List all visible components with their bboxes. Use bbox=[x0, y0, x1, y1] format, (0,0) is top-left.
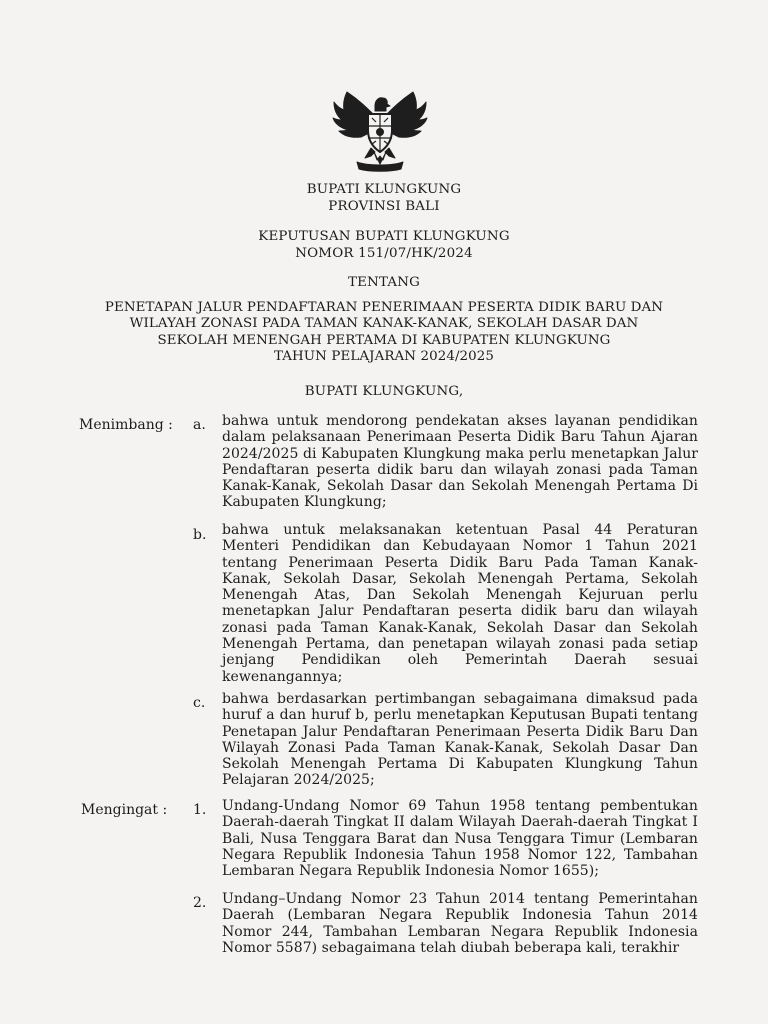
authority-line: BUPATI KLUNGKUNG, bbox=[304, 384, 464, 399]
item-marker: c. bbox=[193, 695, 206, 711]
decree-subject bbox=[60, 300, 708, 365]
decree-number: NOMOR 151/07/HK/2024 bbox=[295, 246, 473, 261]
subject-line: PENETAPAN JALUR PENDAFTARAN PENERIMAAN PESERTA DIDIK BARU DAN bbox=[104, 300, 664, 315]
menimbang-item-b: bahwa untuk melaksanakan ketentuan Pasal 44 Peraturan Menteri Pendidikan dan Kebudayaan Nomor 1 Tahun 2021 tentang Penerimaan Peserta Didik Baru Pada Taman Kanak-Kanak, Sekolah Dasar, Sekolah Menengah Pertama, Sekolah Menengah Atas, Dan Sekolah Menengah Kejuruan perlu menetapkan Jalur Pendaftaran peserta didik baru dan wilayah zonasi pada Taman Kanak-Kanak, Sekolah Dasar dan Sekolah Menengah Pertama, dan penetapan wilayah zonasi pada setiap jenjang Pendidikan oleh Pemerintah Daerah sesuai kewenangannya; bbox=[222, 522, 698, 685]
mengingat-item-1: Undang-Undang Nomor 69 Tahun 1958 tentang pembentukan Daerah-daerah Tingkat II dalam Wilayah Daerah-daerah Tingkat I Bali, Nusa Tenggara Barat dan Nusa Tenggara Timur (Lembaran Negara Republik Indonesia Tahun 1958 Nomor 122, Tambahan Lembaran Negara Republik Indonesia Nomor 1655); bbox=[222, 798, 698, 880]
item-marker: a. bbox=[193, 417, 206, 433]
menimbang-item-a: bahwa untuk mendorong pendekatan akses layanan pendidikan dalam pelaksanaan Penerimaan Peserta Didik Baru Tahun Ajaran 2024/2025 di Kabupaten Klungkung maka perlu menetapkan Jalur Pendaftaran peserta didik baru dan wilayah zonasi pada Taman Kanak-Kanak, Sekolah Dasar dan Sekolah Menengah Pertama Di Kabupaten Klungkung; bbox=[222, 413, 698, 511]
mengingat-label: Mengingat : bbox=[81, 802, 168, 818]
item-marker: 1. bbox=[193, 802, 207, 818]
menimbang-item-c: bahwa berdasarkan pertimbangan sebagaimana dimaksud pada huruf a dan huruf b, perlu menetapkan Keputusan Bupati tentang Penetapan Jalur Pendaftaran Penerimaan Peserta Didik Baru Dan Wilayah Zonasi Pada Taman Kanak-Kanak, Sekolah Dasar Dan Sekolah Menengah Pertama Di Kabupaten Klungkung Tahun Pelajaran 2024/2025; bbox=[222, 691, 698, 789]
decree-title: KEPUTUSAN BUPATI KLUNGKUNG bbox=[258, 229, 510, 244]
garuda-emblem-icon bbox=[331, 86, 429, 178]
menimbang-label: Menimbang : bbox=[79, 417, 173, 433]
item-marker: 2. bbox=[193, 895, 207, 911]
subject-line: TAHUN PELAJARAN 2024/2025 bbox=[273, 348, 495, 364]
issuer-province: PROVINSI BALI bbox=[328, 199, 440, 214]
subject-line: WILAYAH ZONASI PADA TAMAN KANAK-KANAK, SEKOLAH DASAR DAN bbox=[129, 316, 639, 332]
issuer-title: BUPATI KLUNGKUNG bbox=[306, 182, 462, 197]
item-marker: b. bbox=[193, 527, 207, 543]
tentang-heading: TENTANG bbox=[347, 275, 421, 290]
mengingat-item-2: Undang–Undang Nomor 23 Tahun 2014 tentang Pemerintahan Daerah (Lembaran Negara Republik Indonesia Tahun 2014 Nomor 244, Tambahan Lembaran Negara Republik Indonesia Nomor 5587) sebagaimana telah diubah beberapa kali, terakhir bbox=[222, 891, 698, 956]
subject-line: SEKOLAH MENENGAH PERTAMA DI KABUPATEN KLUNGKUNG bbox=[157, 332, 611, 348]
